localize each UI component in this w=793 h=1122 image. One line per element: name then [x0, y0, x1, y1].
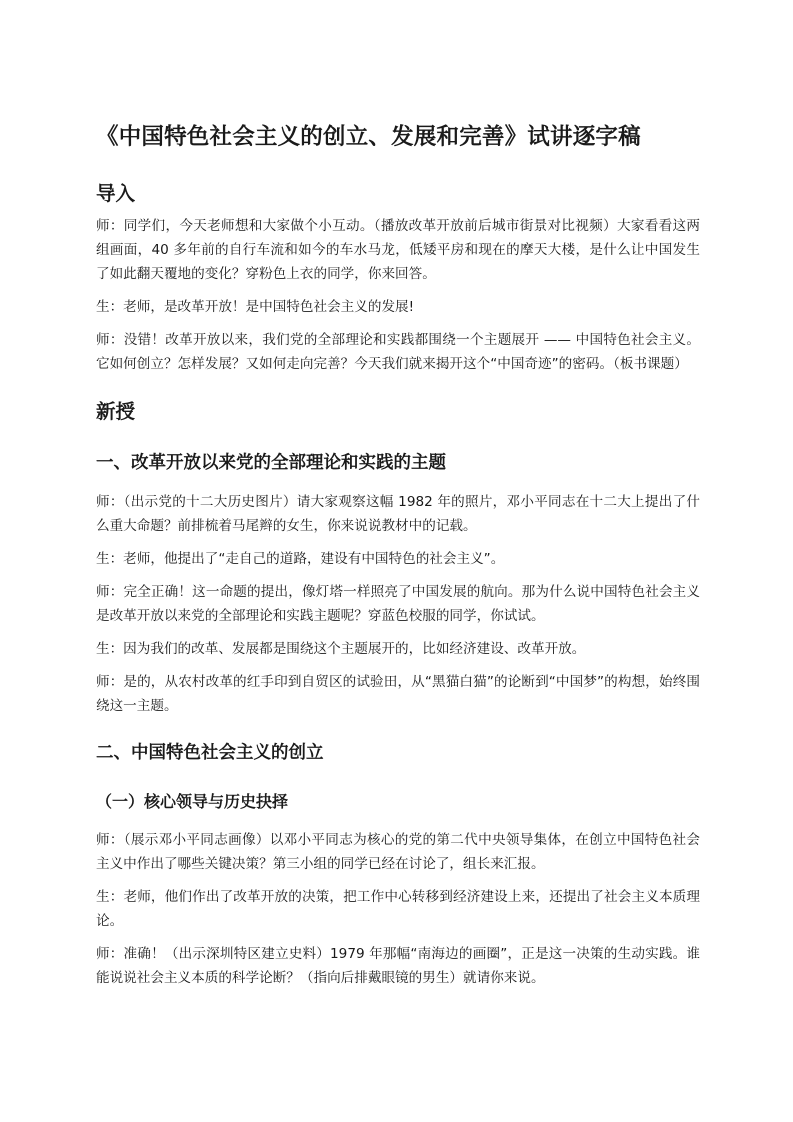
- paragraph: 师：是的，从农村改革的红手印到自贸区的试验田，从“黑猫白猫”的论断到“中国梦”的构想，始终围绕这一主题。: [96, 674, 700, 714]
- section-heading-intro: 导入: [96, 182, 136, 205]
- paragraph: 生：老师，他们作出了改革开放的决策，把工作中心转移到经济建设上来，还提出了社会主义本质理论。: [96, 889, 700, 929]
- section-heading-part1: 一、改革开放以来党的全部理论和实践的主题: [96, 453, 446, 473]
- subsection-heading-part2-sub1: （一）核心领导与历史抉择: [96, 792, 289, 811]
- paragraph: 师：完全正确！这一命题的提出，像灯塔一样照亮了中国发展的航向。那为什么说中国特色社会主义是改革开放以来党的全部理论和实践主题呢？穿蓝色校服的同学，你试试。: [96, 584, 700, 624]
- section-heading-part2: 二、中国特色社会主义的创立: [96, 743, 324, 763]
- paragraph: 师：同学们，今天老师想和大家做个小互动。（播放改革开放前后城市街景对比视频）大家看看这两组画面，40 多年前的自行车流和如今的车水马龙，低矮平房和现在的摩天大楼，是什么让中国发生了如此翻天覆地的变化？穿粉色上衣的同学，你来回答。: [96, 218, 700, 282]
- paragraph: 师：（展示邓小平同志画像）以邓小平同志为核心的党的第二代中央领导集体，在创立中国特色社会主义中作出了哪些关键决策？第三小组的同学已经在讨论了，组长来汇报。: [96, 832, 700, 872]
- paragraph: 生：因为我们的改革、发展都是围绕这个主题展开的，比如经济建设、改革开放。: [96, 641, 586, 657]
- paragraph: 师：没错！改革开放以来，我们党的全部理论和实践都围绕一个主题展开 —— 中国特色社会主义。它如何创立？怎样发展？又如何走向完善？今天我们就来揭开这个“中国奇迹”的密码。（板书课题）: [96, 332, 700, 372]
- paragraph: 生：老师，他提出了“走自己的道路，建设有中国特色的社会主义”。: [96, 551, 505, 567]
- paragraph: 生：老师，是改革开放！是中国特色社会主义的发展!: [96, 299, 415, 315]
- paragraph: 师：准确！（出示深圳特区建立史料）1979 年那幅“南海边的画圈”，正是这一决策的生动实践。谁能说说社会主义本质的科学论断？（指向后排戴眼镜的男生）就请你来说。: [96, 946, 700, 986]
- document-body: [96, 178, 700, 990]
- paragraph: 师：（出示党的十二大历史图片）请大家观察这幅 1982 年的照片，邓小平同志在十二大上提出了什么重大命题？前排梳着马尾辫的女生，你来说说教材中的记载。: [96, 494, 700, 534]
- document-title: 《中国特色社会主义的创立、发展和完善》试讲逐字稿: [96, 124, 641, 150]
- section-heading-new-lesson: 新授: [96, 400, 136, 423]
